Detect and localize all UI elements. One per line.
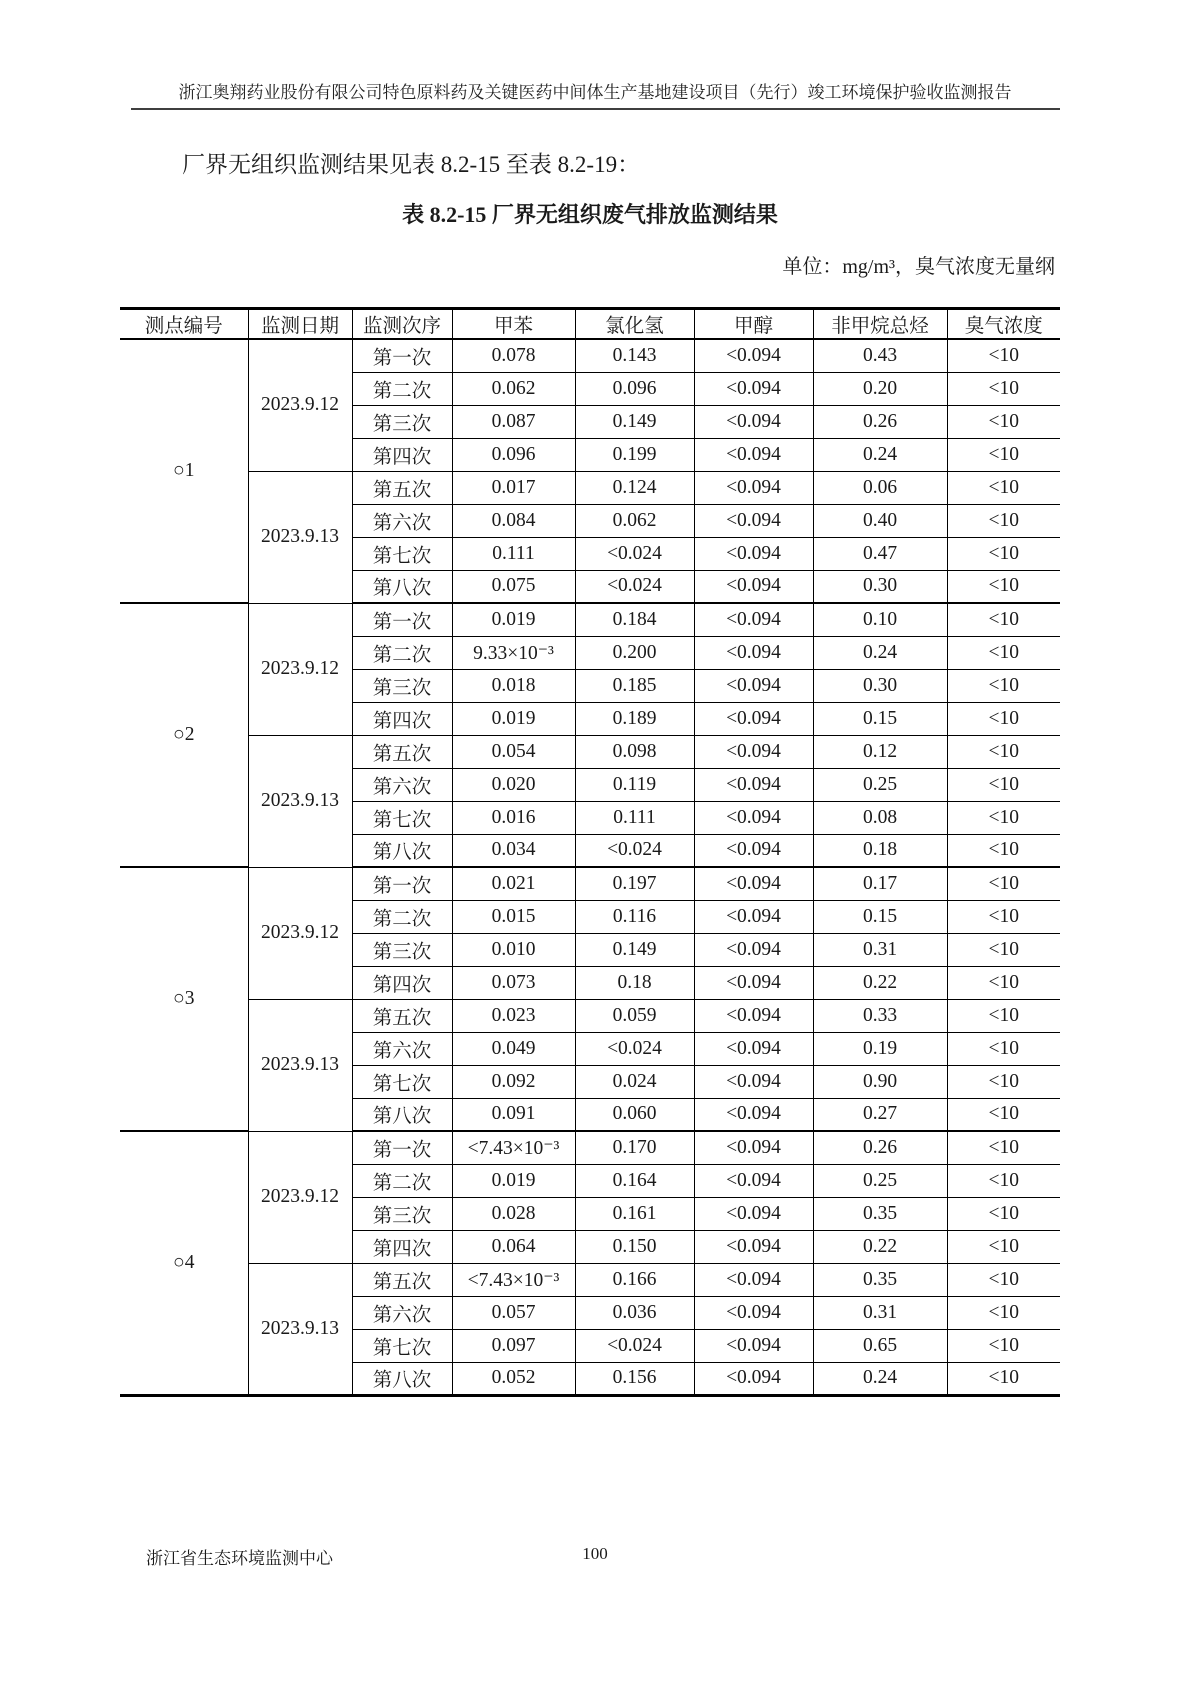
sequence-cell: 第四次 — [352, 966, 452, 999]
value-cell: 0.019 — [452, 603, 575, 636]
sequence-cell: 第一次 — [352, 339, 452, 372]
value-cell: <0.024 — [575, 1032, 694, 1065]
value-cell: 0.021 — [452, 867, 575, 900]
date-cell: 2023.9.12 — [248, 867, 352, 999]
value-cell: 0.12 — [813, 735, 947, 768]
value-cell: 0.24 — [813, 438, 947, 471]
sequence-cell: 第八次 — [352, 834, 452, 867]
value-cell: <0.094 — [694, 339, 813, 372]
value-cell: 0.078 — [452, 339, 575, 372]
value-cell: 0.15 — [813, 900, 947, 933]
value-cell: <0.094 — [694, 933, 813, 966]
value-cell: 0.156 — [575, 1362, 694, 1395]
value-cell: <10 — [947, 999, 1060, 1032]
value-cell: <0.024 — [575, 834, 694, 867]
value-cell: 0.30 — [813, 570, 947, 603]
value-cell: <10 — [947, 933, 1060, 966]
value-cell: 0.47 — [813, 537, 947, 570]
value-cell: <10 — [947, 1329, 1060, 1362]
value-cell: 0.22 — [813, 1230, 947, 1263]
value-cell: <0.094 — [694, 636, 813, 669]
value-cell: 0.096 — [452, 438, 575, 471]
table-header-row — [120, 309, 1060, 340]
table-row — [120, 867, 1060, 900]
point-id-cell: ○1 — [120, 339, 248, 603]
value-cell: 0.184 — [575, 603, 694, 636]
value-cell: 0.057 — [452, 1296, 575, 1329]
value-cell: 0.22 — [813, 966, 947, 999]
value-cell: 0.17 — [813, 867, 947, 900]
unit-note: 单位：mg/m³，臭气浓度无量纲 — [782, 256, 1055, 278]
value-cell: <10 — [947, 570, 1060, 603]
value-cell: 0.062 — [452, 372, 575, 405]
sequence-cell: 第二次 — [352, 1164, 452, 1197]
table-row — [120, 1263, 1060, 1296]
value-cell: 0.25 — [813, 768, 947, 801]
page-number: 100 — [582, 1544, 608, 1563]
value-cell: <7.43×10⁻³ — [452, 1131, 575, 1164]
sequence-cell: 第五次 — [352, 735, 452, 768]
sequence-cell: 第六次 — [352, 1032, 452, 1065]
value-cell: <10 — [947, 702, 1060, 735]
value-cell: <0.094 — [694, 537, 813, 570]
value-cell: 0.10 — [813, 603, 947, 636]
table-row — [120, 603, 1060, 636]
value-cell: <0.094 — [694, 834, 813, 867]
value-cell: <0.094 — [694, 966, 813, 999]
value-cell: 0.149 — [575, 405, 694, 438]
value-cell: 0.064 — [452, 1230, 575, 1263]
value-cell: <0.094 — [694, 768, 813, 801]
date-cell: 2023.9.13 — [248, 471, 352, 603]
sequence-cell: 第三次 — [352, 669, 452, 702]
value-cell: 0.08 — [813, 801, 947, 834]
value-cell: 0.40 — [813, 504, 947, 537]
value-cell: 0.059 — [575, 999, 694, 1032]
value-cell: 0.197 — [575, 867, 694, 900]
value-cell: <10 — [947, 735, 1060, 768]
value-cell: 0.164 — [575, 1164, 694, 1197]
point-id-cell: ○4 — [120, 1131, 248, 1395]
value-cell: 0.019 — [452, 1164, 575, 1197]
intro-paragraph: 厂界无组织监测结果见表 8.2-15 至表 8.2-19： — [182, 152, 641, 177]
value-cell: 0.096 — [575, 372, 694, 405]
value-cell: <0.094 — [694, 1362, 813, 1395]
sequence-cell: 第七次 — [352, 1065, 452, 1098]
sequence-cell: 第二次 — [352, 900, 452, 933]
value-cell: 0.35 — [813, 1197, 947, 1230]
value-cell: <0.094 — [694, 405, 813, 438]
value-cell: <10 — [947, 537, 1060, 570]
sequence-cell: 第八次 — [352, 570, 452, 603]
value-cell: <10 — [947, 669, 1060, 702]
value-cell: <10 — [947, 801, 1060, 834]
value-cell: 0.092 — [452, 1065, 575, 1098]
monitoring-table — [120, 307, 1060, 1397]
table-row — [120, 471, 1060, 504]
table-row — [120, 735, 1060, 768]
value-cell: <0.094 — [694, 1098, 813, 1131]
value-cell: 0.034 — [452, 834, 575, 867]
value-cell: 0.15 — [813, 702, 947, 735]
value-cell: 0.054 — [452, 735, 575, 768]
value-cell: <10 — [947, 900, 1060, 933]
value-cell: 0.028 — [452, 1197, 575, 1230]
sequence-cell: 第七次 — [352, 537, 452, 570]
value-cell: <0.094 — [694, 702, 813, 735]
value-cell: <0.094 — [694, 1131, 813, 1164]
value-cell: <0.094 — [694, 999, 813, 1032]
value-cell: 0.27 — [813, 1098, 947, 1131]
value-cell: 0.20 — [813, 372, 947, 405]
value-cell: <0.094 — [694, 438, 813, 471]
value-cell: <10 — [947, 834, 1060, 867]
date-cell: 2023.9.12 — [248, 339, 352, 471]
value-cell: <0.094 — [694, 735, 813, 768]
sequence-cell: 第二次 — [352, 636, 452, 669]
value-cell: <10 — [947, 966, 1060, 999]
value-cell: <10 — [947, 504, 1060, 537]
column-header: 测点编号 — [120, 309, 248, 340]
value-cell: 0.016 — [452, 801, 575, 834]
sequence-cell: 第五次 — [352, 1263, 452, 1296]
value-cell: 0.24 — [813, 1362, 947, 1395]
value-cell: 0.189 — [575, 702, 694, 735]
table-row — [120, 1131, 1060, 1164]
value-cell: <0.094 — [694, 372, 813, 405]
point-id-cell: ○2 — [120, 603, 248, 867]
column-header: 氯化氢 — [575, 309, 694, 340]
sequence-cell: 第五次 — [352, 471, 452, 504]
value-cell: <0.094 — [694, 603, 813, 636]
value-cell: 0.116 — [575, 900, 694, 933]
value-cell: <0.094 — [694, 1230, 813, 1263]
value-cell: <0.024 — [575, 1329, 694, 1362]
value-cell: 0.017 — [452, 471, 575, 504]
table-title: 表 8.2-15 厂界无组织废气排放监测结果 — [402, 202, 778, 227]
sequence-cell: 第五次 — [352, 999, 452, 1032]
sequence-cell: 第三次 — [352, 933, 452, 966]
value-cell: 0.149 — [575, 933, 694, 966]
value-cell: <0.094 — [694, 471, 813, 504]
value-cell: 0.170 — [575, 1131, 694, 1164]
value-cell: 0.25 — [813, 1164, 947, 1197]
value-cell: <0.094 — [694, 900, 813, 933]
value-cell: 0.073 — [452, 966, 575, 999]
value-cell: 0.020 — [452, 768, 575, 801]
value-cell: <0.094 — [694, 1065, 813, 1098]
value-cell: 0.049 — [452, 1032, 575, 1065]
value-cell: <10 — [947, 1263, 1060, 1296]
value-cell: <10 — [947, 1296, 1060, 1329]
value-cell: 0.90 — [813, 1065, 947, 1098]
value-cell: 0.19 — [813, 1032, 947, 1065]
value-cell: 0.31 — [813, 933, 947, 966]
value-cell: 0.31 — [813, 1296, 947, 1329]
value-cell: <10 — [947, 1164, 1060, 1197]
sequence-cell: 第六次 — [352, 1296, 452, 1329]
footer-org-name: 浙江省生态环境监测中心 — [146, 1549, 333, 1568]
value-cell: 0.06 — [813, 471, 947, 504]
date-cell: 2023.9.12 — [248, 603, 352, 735]
sequence-cell: 第四次 — [352, 702, 452, 735]
value-cell: 0.124 — [575, 471, 694, 504]
sequence-cell: 第四次 — [352, 438, 452, 471]
value-cell: <10 — [947, 1131, 1060, 1164]
value-cell: <0.094 — [694, 1197, 813, 1230]
value-cell: <10 — [947, 339, 1060, 372]
value-cell: <10 — [947, 1098, 1060, 1131]
value-cell: 9.33×10⁻³ — [452, 636, 575, 669]
value-cell: <10 — [947, 636, 1060, 669]
value-cell: 0.200 — [575, 636, 694, 669]
value-cell: <10 — [947, 471, 1060, 504]
value-cell: <10 — [947, 405, 1060, 438]
sequence-cell: 第一次 — [352, 1131, 452, 1164]
value-cell: 0.35 — [813, 1263, 947, 1296]
sequence-cell: 第四次 — [352, 1230, 452, 1263]
header-rule — [131, 108, 1060, 110]
value-cell: 0.036 — [575, 1296, 694, 1329]
value-cell: <0.094 — [694, 1032, 813, 1065]
value-cell: <0.094 — [694, 1329, 813, 1362]
value-cell: <0.094 — [694, 1164, 813, 1197]
value-cell: <10 — [947, 1065, 1060, 1098]
value-cell: 0.018 — [452, 669, 575, 702]
value-cell: 0.199 — [575, 438, 694, 471]
table-row — [120, 339, 1060, 372]
column-header: 甲醇 — [694, 309, 813, 340]
value-cell: 0.119 — [575, 768, 694, 801]
value-cell: <10 — [947, 1032, 1060, 1065]
date-cell: 2023.9.13 — [248, 999, 352, 1131]
sequence-cell: 第一次 — [352, 867, 452, 900]
value-cell: 0.26 — [813, 405, 947, 438]
value-cell: 0.015 — [452, 900, 575, 933]
page-header-title: 浙江奥翔药业股份有限公司特色原料药及关键医药中间体生产基地建设项目（先行）竣工环境保护验收监测报告 — [178, 83, 1012, 102]
value-cell: 0.143 — [575, 339, 694, 372]
sequence-cell: 第二次 — [352, 372, 452, 405]
value-cell: <0.094 — [694, 570, 813, 603]
point-id-cell: ○3 — [120, 867, 248, 1131]
value-cell: 0.18 — [813, 834, 947, 867]
value-cell: 0.26 — [813, 1131, 947, 1164]
value-cell: <10 — [947, 603, 1060, 636]
value-cell: 0.65 — [813, 1329, 947, 1362]
sequence-cell: 第一次 — [352, 603, 452, 636]
date-cell: 2023.9.13 — [248, 1263, 352, 1395]
value-cell: <10 — [947, 867, 1060, 900]
value-cell: <0.094 — [694, 801, 813, 834]
sequence-cell: 第八次 — [352, 1362, 452, 1395]
sequence-cell: 第八次 — [352, 1098, 452, 1131]
value-cell: 0.097 — [452, 1329, 575, 1362]
value-cell: 0.052 — [452, 1362, 575, 1395]
value-cell: <0.094 — [694, 1263, 813, 1296]
value-cell: <0.094 — [694, 867, 813, 900]
column-header: 非甲烷总烃 — [813, 309, 947, 340]
value-cell: <7.43×10⁻³ — [452, 1263, 575, 1296]
value-cell: 0.075 — [452, 570, 575, 603]
value-cell: 0.062 — [575, 504, 694, 537]
value-cell: 0.091 — [452, 1098, 575, 1131]
value-cell: 0.019 — [452, 702, 575, 735]
value-cell: <0.094 — [694, 669, 813, 702]
sequence-cell: 第七次 — [352, 1329, 452, 1362]
value-cell: <0.024 — [575, 537, 694, 570]
value-cell: 0.24 — [813, 636, 947, 669]
value-cell: 0.161 — [575, 1197, 694, 1230]
value-cell: 0.33 — [813, 999, 947, 1032]
sequence-cell: 第三次 — [352, 405, 452, 438]
column-header: 甲苯 — [452, 309, 575, 340]
value-cell: 0.111 — [575, 801, 694, 834]
sequence-cell: 第六次 — [352, 768, 452, 801]
value-cell: 0.111 — [452, 537, 575, 570]
date-cell: 2023.9.13 — [248, 735, 352, 867]
value-cell: 0.30 — [813, 669, 947, 702]
sequence-cell: 第七次 — [352, 801, 452, 834]
value-cell: <10 — [947, 1230, 1060, 1263]
value-cell: 0.024 — [575, 1065, 694, 1098]
date-cell: 2023.9.12 — [248, 1131, 352, 1263]
value-cell: <10 — [947, 372, 1060, 405]
column-header: 监测日期 — [248, 309, 352, 340]
column-header: 监测次序 — [352, 309, 452, 340]
value-cell: 0.060 — [575, 1098, 694, 1131]
value-cell: <10 — [947, 438, 1060, 471]
value-cell: <10 — [947, 1362, 1060, 1395]
value-cell: 0.166 — [575, 1263, 694, 1296]
value-cell: 0.098 — [575, 735, 694, 768]
sequence-cell: 第六次 — [352, 504, 452, 537]
value-cell: <0.024 — [575, 570, 694, 603]
value-cell: <10 — [947, 1197, 1060, 1230]
value-cell: 0.150 — [575, 1230, 694, 1263]
value-cell: 0.185 — [575, 669, 694, 702]
value-cell: <10 — [947, 768, 1060, 801]
value-cell: 0.023 — [452, 999, 575, 1032]
value-cell: <0.094 — [694, 1296, 813, 1329]
column-header: 臭气浓度 — [947, 309, 1060, 340]
value-cell: <0.094 — [694, 504, 813, 537]
value-cell: 0.010 — [452, 933, 575, 966]
value-cell: 0.084 — [452, 504, 575, 537]
value-cell: 0.18 — [575, 966, 694, 999]
value-cell: 0.43 — [813, 339, 947, 372]
table-row — [120, 999, 1060, 1032]
value-cell: 0.087 — [452, 405, 575, 438]
sequence-cell: 第三次 — [352, 1197, 452, 1230]
